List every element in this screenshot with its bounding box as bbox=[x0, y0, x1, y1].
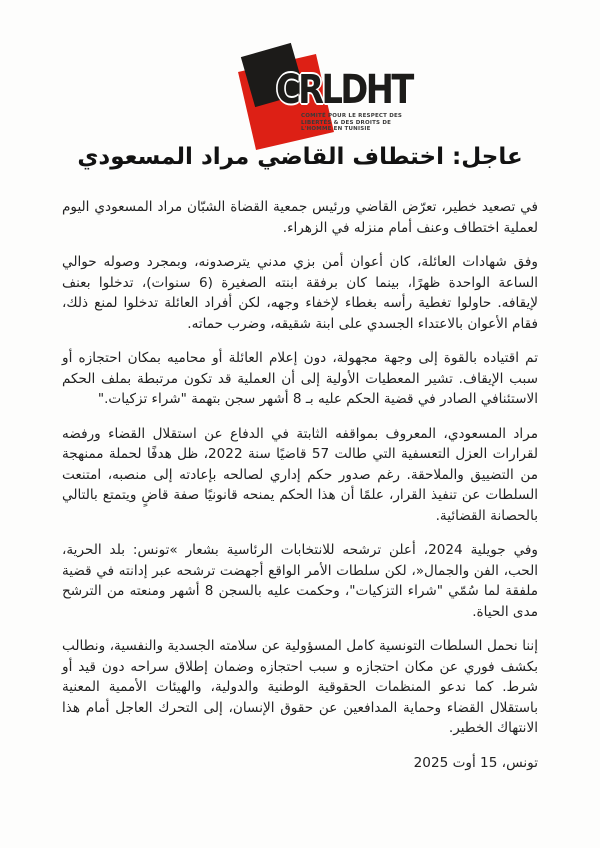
logo-caption: COMITÉ POUR LE RESPECT DES LIBERTÉS & DES DROITS DE L'HOMME EN TUNISIE bbox=[301, 113, 403, 132]
paragraph-demands: إننا نحمل السلطات التونسية كامل المسؤولية عن سلامته الجسدية والنفسية، ونطالب بكشف فوري عن مكان احتجازه و سبب احتجازه وضمان إطلاق سراحه دون قيد أو شرط. كما ندعو المنظمات الحقوقية الوطنية والدولية، والهيئات الأممية المعنية باستقلال القضاء وحماية المدافعين عن حقوق الإنسان، إلى التحرك العاجل أمام هذا الانتهاك الخطير. bbox=[62, 638, 538, 736]
paragraph-abduction-details: تم اقتياده بالقوة إلى وجهة مجهولة، دون إعلام العائلة أو محاميه بمكان احتجازه أو سبب الإيقاف. تشير المعطيات الأولية إلى أن العملية قد تكون مرتبطة بملف الحكم الاستئنافي الصادر في قضية الحكم عليه بـ 8 أشهر سجن بتهمة "شراء تزكيات." bbox=[62, 350, 538, 407]
page-title: عاجل: اختطاف القاضي مراد المسعودي bbox=[77, 144, 523, 170]
paragraph-intro: في تصعيد خطير، تعرّض القاضي ورئيس جمعية القضاة الشبّان مراد المسعودي اليوم لعملية اختطاف وعنف أمام منزله في الزهراء. bbox=[62, 199, 538, 236]
paragraph-candidacy: وفي جويلية 2024، أعلن ترشحه للانتخابات الرئاسية بشعار »تونس: بلد الحرية، الحب، الفن والجمال«، لكن سلطات الأمر الواقع أجهضت ترشحه عبر إدانته في قضية ملفقة لما سُمّي "شراء التزكيات"، وحكمت عليه بالسجن 8 أشهر ومنعته من الترشح مدى الحياة. bbox=[62, 542, 538, 620]
paragraph-background: مراد المسعودي، المعروف بمواقفه الثابتة في الدفاع عن استقلال القضاء ورفضه لقرارات العزل التعسفية التي طالت 57 قاضيًا سنة 2022، ظل هدفًا لحملة ممنهجة من التضييق والملاحقة. رغم صدور حكم إداري لصالحه بإعادته إلى منصبه، امتنعت السلطات عن تنفيذ القرار، علمًا أن هذا الحكم يمنحه قانونيًا صفة قاضٍ ويتمتع بالتالي بالحصانة القضائية. bbox=[62, 425, 539, 524]
date-line: تونس، 15 أوت 2025 bbox=[413, 754, 538, 771]
paragraph-family-testimony: وفق شهادات العائلة، كان أعوان أمن بزي مدني يترصدونه، وبمجرد وصوله حوالي الساعة الواحدة ظهرًا، بينما كان برفقة ابنته الصغيرة (6 سنوات)، تدخلوا بعنف لإيقافه. حاولوا تغطية رأسه بغطاء لإخفاء وجهه، لكن أفراد العائلة تدخلوا لمنع ذلك، فقام الأعوان بالاعتداء الجسدي على ابنة شقيقه، وضرب حماته. bbox=[62, 254, 538, 332]
document-body bbox=[62, 197, 538, 787]
logo-acronym: CRLDHT bbox=[276, 67, 412, 113]
crldht-logo bbox=[0, 45, 600, 145]
